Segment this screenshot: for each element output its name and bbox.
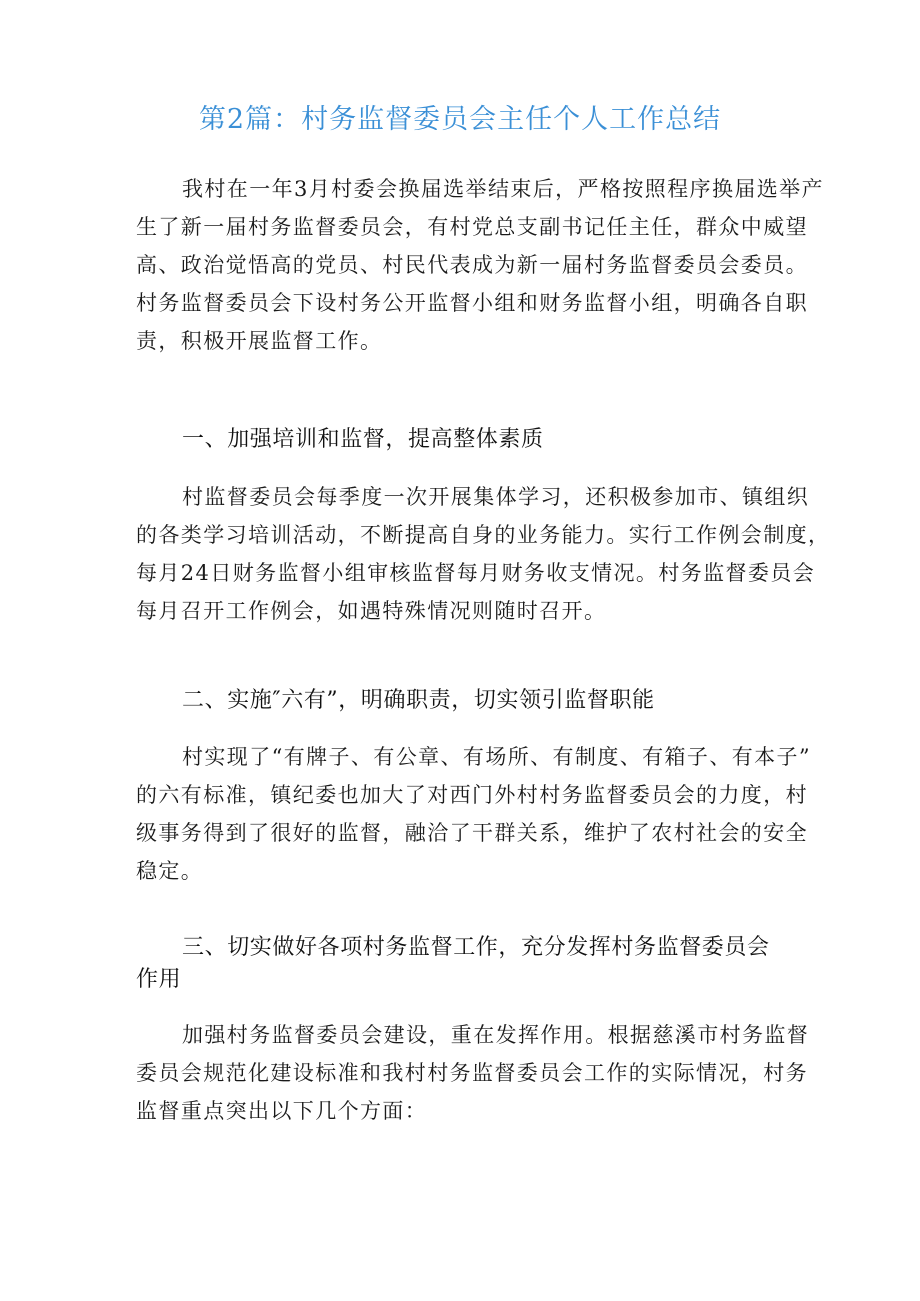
paragraph-line: 监督重点突出以下几个方面：: [136, 1099, 428, 1123]
section-heading-2: [136, 685, 796, 717]
heading-line: 作用: [136, 967, 182, 992]
paragraph-section-2: [136, 738, 812, 890]
paragraph-line: 高、政治觉悟高的党员、村民代表成为新一届村务监督委员会委员。: [136, 253, 808, 277]
paragraph-line: 村监督委员会每季度一次开展集体学习，还积极参加市、镇组织: [182, 485, 810, 509]
paragraph-line: 村实现了“有牌子、有公章、有场所、有制度、有箱子、有本子”: [182, 745, 812, 769]
paragraph-line: 委员会规范化建设标准和我村村务监督委员会工作的实际情况，村务: [136, 1061, 808, 1085]
paragraph-line: 生了新一届村务监督委员会，有村党总支副书记任主任，群众中威望: [136, 215, 808, 239]
paragraph-line: 每月召开工作例会，如遇特殊情况则随时召开。: [136, 599, 607, 623]
paragraph-line: 加强村务监督委员会建设，重在发挥作用。根据慈溪市村务监督: [182, 1023, 810, 1047]
paragraph-line: 级事务得到了很好的监督，融洽了干群关系，维护了农村社会的安全: [136, 821, 808, 845]
paragraph-line: 村务监督委员会下设村务公开监督小组和财务监督小组，明确各自职: [136, 291, 808, 315]
section-heading-1: [136, 424, 796, 456]
heading-line: 一、加强培训和监督，提高整体素质: [182, 427, 544, 452]
paragraph-line: 我村在一年3月村委会换届选举结束后，严格按照程序换届选举产: [182, 177, 824, 201]
paragraph-line: 稳定。: [136, 859, 204, 883]
paragraph-line: 的六有标准，镇纪委也加大了对西门外村村务监督委员会的力度，村: [136, 783, 808, 807]
document-title: 第2篇：村务监督委员会主任个人工作总结: [198, 104, 722, 135]
section-heading-3: [136, 932, 796, 996]
paragraph-line: 的各类学习培训活动，不断提高自身的业务能力。实行工作例会制度，: [136, 523, 831, 547]
paragraph-intro: [136, 170, 824, 360]
paragraph-section-1: [136, 478, 831, 630]
paragraph-section-3: [136, 1016, 810, 1130]
heading-line: 二、实施″六有”，明确职责，切实领引监督职能: [182, 688, 655, 713]
paragraph-line: 每月24日财务监督小组审核监督每月财务收支情况。村务监督委员会: [136, 561, 816, 585]
paragraph-line: 责，积极开展监督工作。: [136, 329, 383, 353]
heading-line: 三、切实做好各项村务监督工作，充分发挥村务监督委员会: [182, 935, 770, 960]
